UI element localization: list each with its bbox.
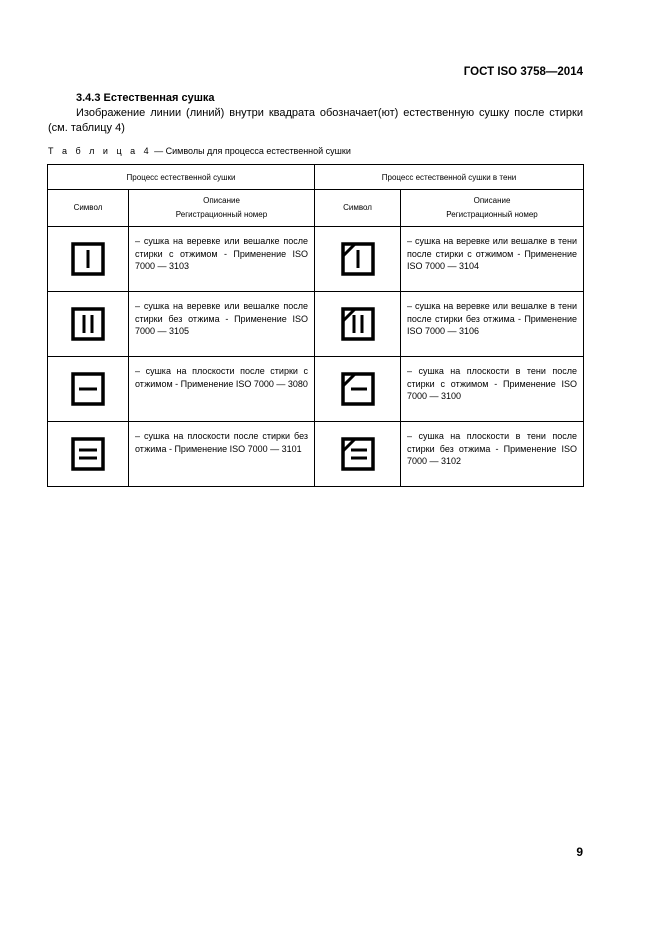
- table-row: [48, 292, 584, 357]
- col-header-desc-line1: Описание: [203, 196, 240, 205]
- line-dry-shade-icon: [341, 242, 375, 276]
- description-cell: – сушка на плоскости в тени после стирки с отжимом - Применение ISO 7000 — 3100: [401, 357, 584, 422]
- drip-line-dry-shade-icon: [341, 307, 375, 341]
- description-cell: – сушка на веревке или вешалке в тени после стирки без отжима - Применение ISO 7000 — 3106: [401, 292, 584, 357]
- group-header-natural: Процесс естественной сушки: [48, 165, 315, 190]
- section-3-4-3: [48, 91, 583, 136]
- table-caption-prefix: Т а б л и ц а 4: [48, 146, 152, 156]
- standard-designation: ГОСТ ISO 3758—2014: [463, 66, 583, 78]
- description-cell: – сушка на веревке или вешалке в тени после стирки с отжимом - Применение ISO 7000 — 3104: [401, 227, 584, 292]
- symbol-cell: [48, 292, 129, 357]
- drip-line-dry-icon: [71, 307, 105, 341]
- description-cell: – сушка на веревке или вешалке после стирки без отжима - Применение ISO 7000 — 3105: [129, 292, 315, 357]
- symbol-cell: [48, 357, 129, 422]
- col-header-symbol-shade: Символ: [315, 190, 401, 227]
- flat-dry-icon: [71, 372, 105, 406]
- description-cell: – сушка на веревке или вешалке после стирки с отжимом - Применение ISO 7000 — 3103: [129, 227, 315, 292]
- drip-flat-dry-shade-icon: [341, 437, 375, 471]
- symbol-cell: [315, 227, 401, 292]
- col-header-description-shade: [401, 190, 584, 227]
- group-header-shade: Процесс естественной сушки в тени: [315, 165, 584, 190]
- page-number: 9: [576, 845, 583, 859]
- col-header-desc-line1-shade: Описание: [473, 196, 511, 205]
- col-header-desc-line2-shade: Регистрационный номер: [446, 210, 538, 219]
- table-caption: [48, 146, 351, 156]
- symbol-cell: [48, 422, 129, 487]
- table-row: [48, 227, 584, 292]
- symbol-cell: [48, 227, 129, 292]
- description-cell: – сушка на плоскости после стирки с отжимом - Применение ISO 7000 — 3080: [129, 357, 315, 422]
- symbol-cell: [315, 357, 401, 422]
- col-header-desc-line2: Регистрационный номер: [175, 210, 268, 219]
- section-paragraph: Изображение линии (линий) внутри квадрата обозначает(ют) естественную сушку после стирки (см. таблицу 4): [48, 107, 583, 134]
- drip-flat-dry-icon: [71, 437, 105, 471]
- col-header-description: [129, 190, 315, 227]
- line-dry-icon: [71, 242, 105, 276]
- table-row: [48, 357, 584, 422]
- symbols-table: [47, 164, 584, 487]
- section-title: 3.4.3 Естественная сушка: [76, 92, 215, 104]
- table-row: [48, 422, 584, 487]
- symbol-cell: [315, 292, 401, 357]
- flat-dry-shade-icon: [341, 372, 375, 406]
- table-caption-title: — Символы для процесса естественной сушки: [151, 146, 351, 156]
- description-cell: – сушка на плоскости после стирки без отжима - Применение ISO 7000 — 3101: [129, 422, 315, 487]
- symbol-cell: [315, 422, 401, 487]
- col-header-symbol: Символ: [48, 190, 129, 227]
- description-cell: – сушка на плоскости в тени после стирки без отжима - Применение ISO 7000 — 3102: [401, 422, 584, 487]
